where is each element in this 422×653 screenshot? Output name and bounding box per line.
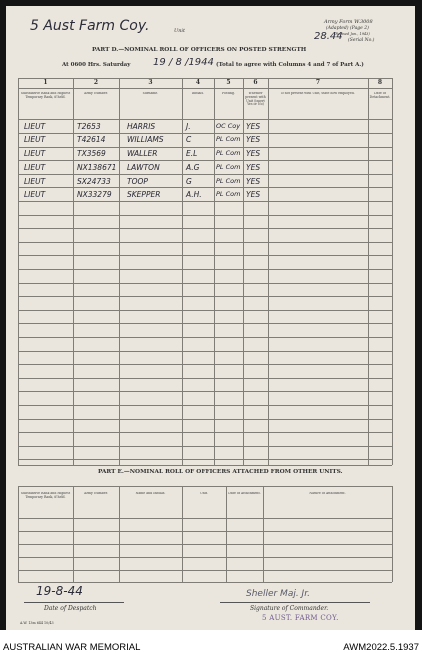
unit-label: Unit [174,28,186,34]
column-header: If not present with Unit, state how employed. [281,92,355,95]
cell-posting: PL Com [216,149,241,157]
column-number: 1 [43,79,48,86]
cell-surname: WILLIAMS [127,135,164,144]
cell-initials: J. [186,122,191,131]
date-handwritten: 19 / 8 /1944 [153,57,214,68]
column-header: Army Number. [84,92,108,95]
part-e-title: PART E.—NOMINAL ROLL OF OFFICERS ATTACHED FROM OTHER UNITS. [98,469,343,475]
column-header: Date of Detachment. [369,92,391,99]
part-e-column-header: Unit. [199,492,209,495]
column-header: Surname. [142,92,159,95]
despatch-date-handwritten: 19-8-44 [36,584,83,598]
grid-hline [18,486,392,487]
despatch-label: Date of Despatch [44,605,97,612]
column-header: Initials. [191,92,205,95]
column-number: 4 [195,79,201,86]
grid-hline [18,557,392,558]
form-sheet [6,6,415,630]
grid-hline [18,582,392,583]
serial-label: (Serial No.) [348,38,375,43]
cell-number: T42614 [77,135,106,144]
column-number: 8 [377,79,383,86]
cell-present: YES [246,177,261,186]
form-id: Army Form W.3008 [324,19,373,25]
cell-initials: A.G [186,163,200,172]
column-number: 5 [226,79,231,86]
column-header: Posting. [222,92,235,95]
cell-present: YES [246,135,261,144]
cell-present: YES [246,149,261,158]
date-line-suffix: (Total to agree with Columns 4 and 7 of Part A.) [216,62,364,68]
form-revised: (Revised Jan., 1943) [334,32,370,36]
cell-number: NX138671 [77,163,117,172]
cell-posting: PL Com [216,135,241,143]
cell-surname: SKEPPER [127,190,161,199]
cell-number: TX3569 [77,149,106,158]
column-header: Substantive Rank and Highest Temporary Rank, if held. [20,92,71,99]
cell-initials: A.H. [186,190,202,199]
cell-initials: G [186,177,192,186]
serial-handwritten: 28.44 [314,31,343,42]
cell-surname: LAWTON [127,163,160,172]
column-number: 7 [315,79,321,86]
part-e-column-header: Substantive Rank and Highest Temporary Rank, if held. [20,492,71,499]
part-e-column-header: Nature of Attachment. [309,492,346,495]
column-number: 3 [148,79,153,86]
part-e-table [6,6,415,630]
part-d-title: PART D.—NOMINAL ROLL OF OFFICERS ON POSTED STRENGTH [92,47,307,53]
footer-institution: AUSTRALIAN WAR MEMORIAL [3,642,141,653]
cell-posting: OC Coy [216,122,241,130]
cell-rank: LIEUT [24,190,46,199]
column-header: Whether present with Unit (insert Yes or No) [245,92,266,107]
archive-footer [0,630,422,653]
part-e-column-header: Army Number. [84,492,108,495]
cell-rank: LIEUT [24,135,46,144]
footer-accession: AWM2022.5.1937 [343,642,419,653]
grid-hline [18,570,392,571]
cell-surname: WALLER [127,149,158,158]
cell-present: YES [246,122,261,131]
cell-surname: HARRIS [127,122,156,131]
cell-surname: TOOP [127,177,148,186]
grid-hline [18,518,392,519]
cell-posting: PL Com [216,190,241,198]
part-e-column-header: Name and Initials. [135,492,166,495]
grid-hline [18,544,392,545]
cell-number: T2653 [77,122,101,131]
cell-number: SX24733 [77,177,111,186]
cell-number: NX33279 [77,190,112,199]
unit-stamp: 5 AUST. FARM COY. [262,614,339,622]
unit-name-handwritten: 5 Aust Farm Coy. [30,18,150,34]
despatch-rule [24,602,124,603]
part-e-column-header: Date of Attachment. [228,492,261,495]
column-number: 6 [253,79,258,86]
form-adapted: (Adapted) (Page 2) [326,26,369,31]
column-number: 2 [93,79,99,86]
signature-rule [220,602,370,603]
cell-initials: C [186,135,192,144]
cell-rank: LIEUT [24,122,46,131]
cell-present: YES [246,163,261,172]
cell-posting: PL Com [216,177,241,185]
date-line-prefix: At 0600 Hrs. Saturday [62,62,131,68]
signature-handwritten: Sheller Maj. Jr. [246,589,310,599]
cell-rank: LIEUT [24,149,46,158]
cell-rank: LIEUT [24,163,46,172]
cell-rank: LIEUT [24,177,46,186]
print-code: A.W. 13m 644 10/43 [20,621,54,625]
cell-posting: PL Com [216,163,241,171]
grid-vline [392,486,393,582]
grid-hline [18,531,392,532]
cell-present: YES [246,190,261,199]
signature-label: Signature of Commander. [250,605,329,612]
cell-initials: E.L [186,149,198,158]
